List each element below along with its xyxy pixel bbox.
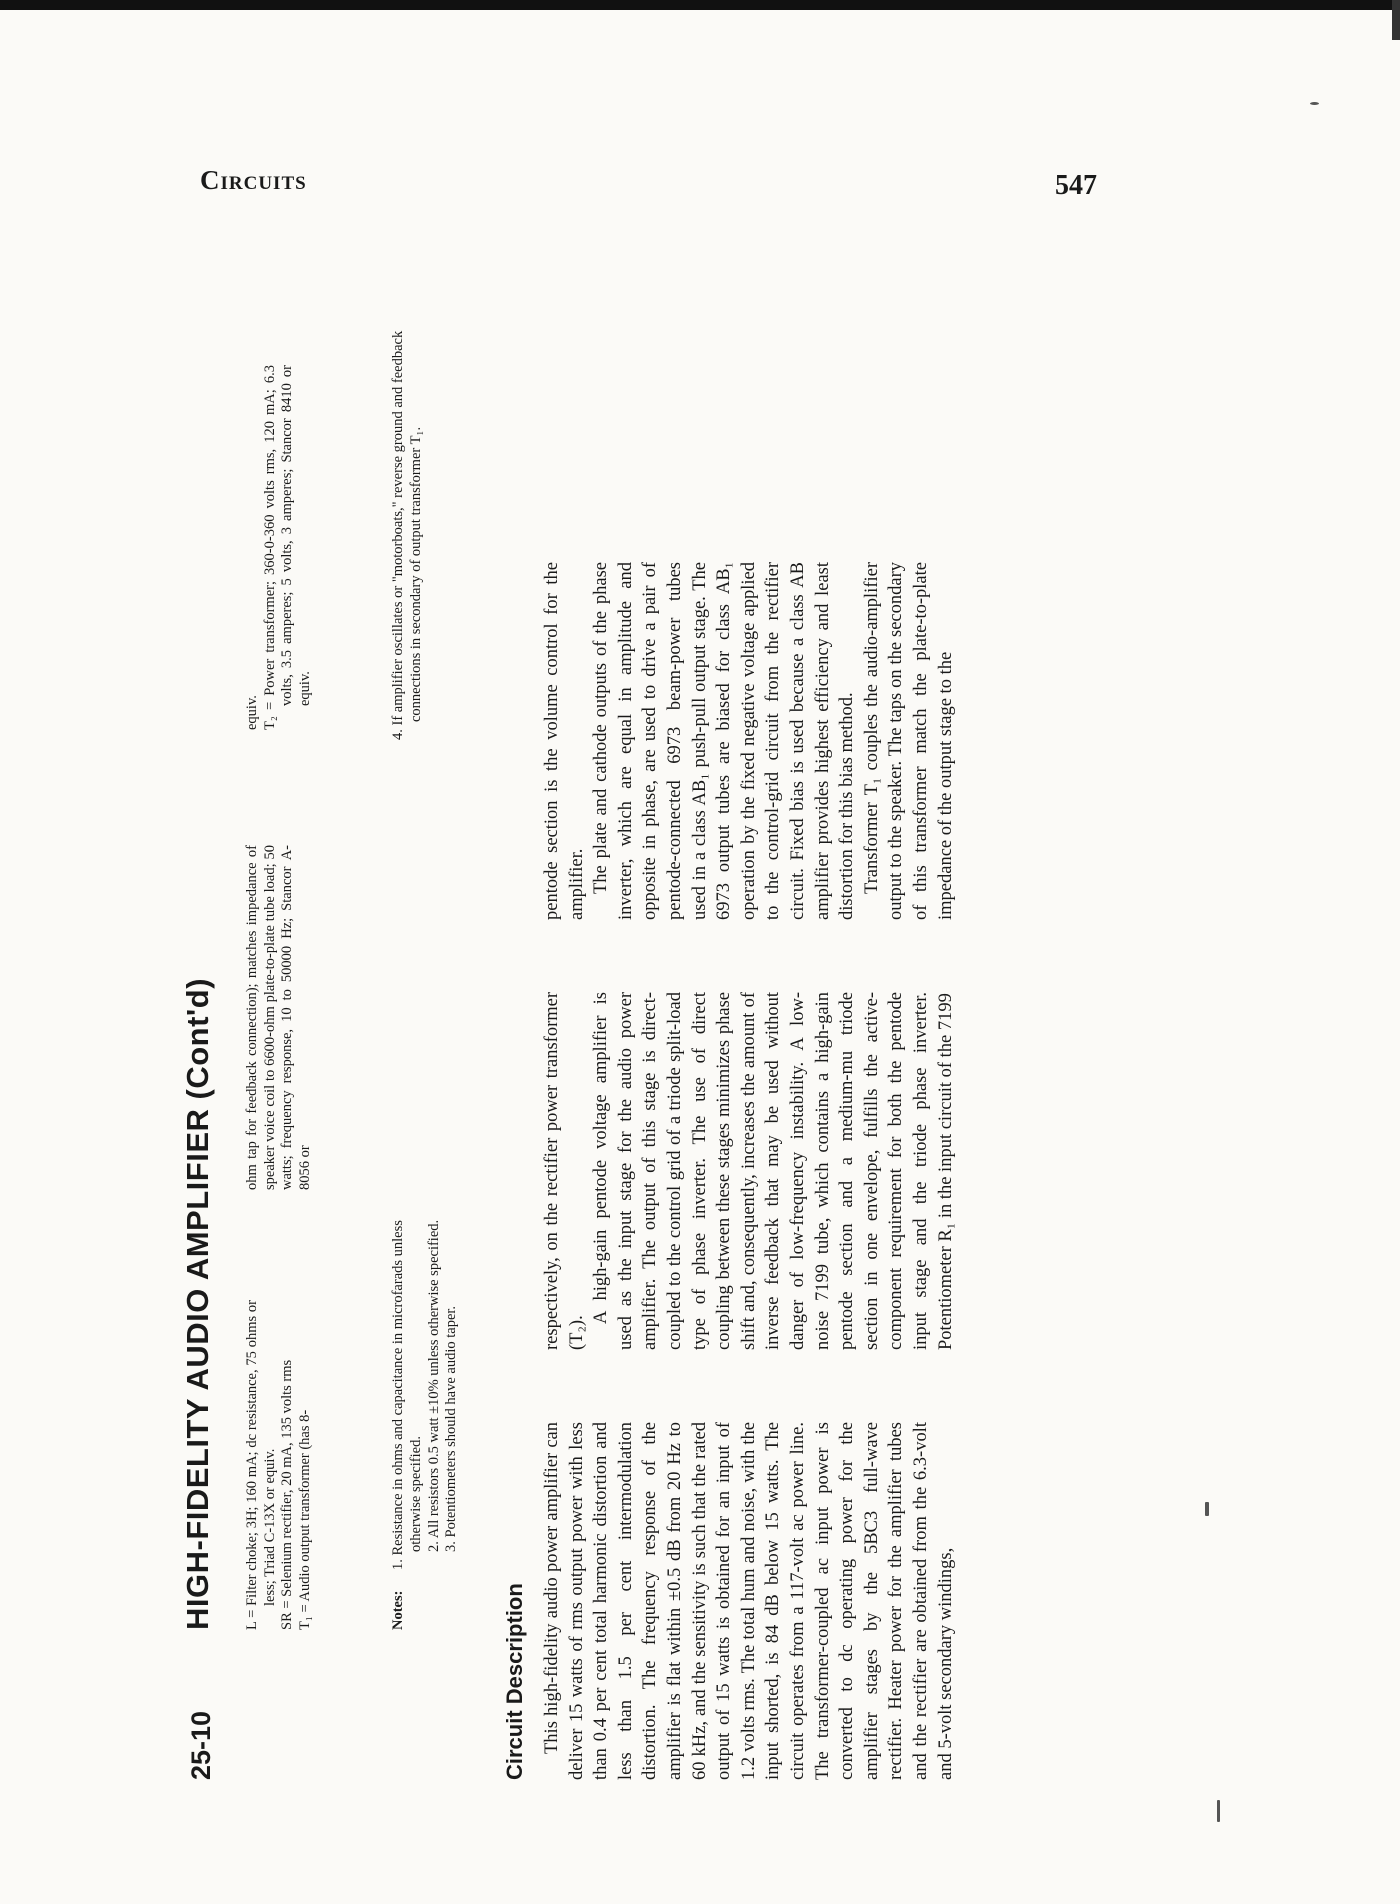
description-paragraph: The plate and cathode outputs of the phase inverter, which are equal in amplitude and opposite in phase, are used to drive a pair of pentode-connected 6973 beam-power tubes used in a class AB₁ push-pull output stage. The 6973 output tubes are biased for class AB₁ operation by the fixed negative voltage applied to the control-grid circuit from the rectifier circuit. Fixed bias is used because a class AB amplifier provides highest efficiency and least distortion for this bias method. — [591, 562, 858, 920]
description-paragraph: Transformer T₁ couples the audio-amplifier output to the speaker. The taps on the secondary of this transformer match the plate-to-plate impedance of the output stage to the — [861, 562, 956, 920]
part-item: ohm tap for feedback connection); matches impedance of speaker voice coil to 6600-ohm plate-to-plate tube load; 50 watts; frequency response, 10 to 50000 Hz; Stancor A-8056 or — [244, 845, 313, 1190]
description-paragraph: respectively, on the rectifier power transformer (T₂). — [542, 992, 587, 1350]
rotated-page-content — [180, 230, 1060, 1780]
parts-list-col3 — [244, 365, 314, 730]
part-item: SR = Selenium rectifier, 20 mA, 135 volts rms — [279, 1359, 295, 1630]
parts-list-col1 — [244, 1300, 314, 1630]
scan-speck — [1205, 1502, 1209, 1516]
note-3: 3. Potentiometers should have audio taper. — [443, 1305, 459, 1552]
part-item: L = Filter choke; 3H; 160 mA; dc resistance, 75 ohms or less; Triad C-13X or equiv. — [244, 1300, 278, 1630]
section-number: 25-10 — [186, 1710, 216, 1780]
scan-speck — [1310, 102, 1319, 105]
part-item: T₁ = Audio output transformer (has 8- — [296, 1409, 313, 1630]
description-heading: Circuit Description — [502, 1583, 527, 1780]
description-paragraph: This high-fidelity audio power amplifier can deliver 15 watts of rms output power with less than 0.4 per cent total harmonic distortion and less than 1.5 per cent intermodulation distortion. The frequency response of the amplifier is flat within ±0.5 dB from 20 Hz to 60 kHz, and the sensitivity is such that the rated output of 15 watts is obtained for an input of 1.2 volts rms. The total hum and noise, with the input shorted, is 84 dB below 15 watts. The circuit operates from a 117-volt ac power line. The transformer-coupled ac input power is converted to dc operating power for the amplifier stages by the 5BC3 full-wave rectifier. Heater power for the amplifier tubes and the rectifier are obtained from the 6.3-volt and 5-volt secondary windings, — [542, 1422, 956, 1780]
running-title: Circuits — [200, 165, 307, 195]
part-item: T₂ = Power transformer; 360-0-360 volts rms, 120 mA; 6.3 volts, 3.5 amperes; 5 volts, 3 amperes; Stancor 8410 or equiv. — [261, 365, 313, 730]
description-paragraph: A high-gain pentode voltage amplifier is used as the input stage for the audio power amplifier. The output of this stage is direct-coupled to the control grid of a triode split-load type of phase inverter. The use of direct coupling between these stages minimizes phase shift and, consequently, increases the amount of inverse feedback that may be used without danger of low-frequency instability. A low-noise 7199 tube, which contains a high-gain pentode section and a medium-mu triode section in one envelope, fulfills the active-component requirement for both the pentode input stage and the triode phase inverter. Potentiometer R₁ in the input circuit of the 7199 — [591, 992, 956, 1350]
note-4: 4. If amplifier oscillates or "motorboats," reverse ground and feedback connections in secondary of output transformer T₁. — [390, 330, 424, 740]
part-item: equiv. — [244, 695, 260, 730]
scan-corner-mark — [1392, 0, 1400, 40]
note-2: 2. All resistors 0.5 watt ±10% unless otherwise specified. — [426, 1219, 442, 1552]
scan-top-border — [0, 0, 1400, 10]
parts-list-col2 — [244, 845, 314, 1190]
description-paragraph: pentode section is the volume control for the amplifier. — [542, 562, 587, 920]
section-title: HIGH-FIDELITY AUDIO AMPLIFIER (Cont'd) — [180, 977, 215, 1630]
description-column-3 — [540, 562, 958, 920]
description-column-1 — [540, 1422, 958, 1780]
note-1: 1. Resistance in ohms and capacitance in microfarads unless otherwise specified. — [390, 1220, 424, 1570]
scan-speck — [1217, 1800, 1220, 1822]
notes-label: Notes: — [390, 1590, 406, 1630]
description-column-2 — [540, 992, 958, 1350]
page-number: 547 — [1055, 170, 1097, 201]
